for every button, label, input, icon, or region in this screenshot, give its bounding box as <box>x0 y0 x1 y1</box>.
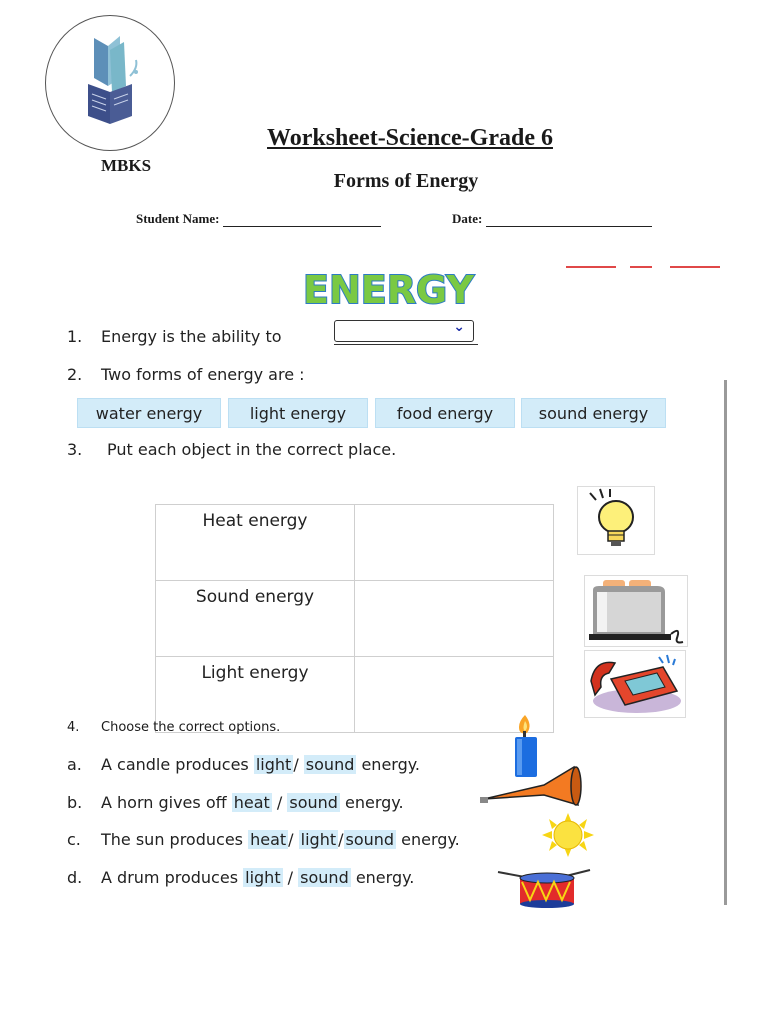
choice-separator: / <box>288 830 299 849</box>
item-suffix: energy. <box>345 793 404 812</box>
drum-icon <box>496 866 592 908</box>
row-label-heat: Heat energy <box>156 505 355 581</box>
table-row <box>156 581 554 657</box>
horn-icon <box>478 765 582 813</box>
dropdown-underline <box>334 344 478 345</box>
item-prefix: A candle produces <box>101 755 249 774</box>
option-row-b <box>67 793 404 812</box>
item-letter: a. <box>67 755 82 774</box>
choice-light[interactable]: light <box>245 868 281 887</box>
date-label: Date: <box>452 211 483 226</box>
question-2-text: Two forms of energy are : <box>101 365 305 384</box>
school-name: MBKS <box>100 156 152 175</box>
item-prefix: The sun produces <box>101 830 243 849</box>
choice-sound[interactable]: sound <box>305 755 355 774</box>
choice-separator: / <box>338 830 344 849</box>
item-suffix: energy. <box>401 830 460 849</box>
light-bulb-icon <box>578 487 654 554</box>
option-water-energy[interactable]: water energy <box>77 398 221 428</box>
question-3 <box>67 440 396 459</box>
item-prefix: A horn gives off <box>101 793 227 812</box>
choice-light[interactable]: light <box>300 830 337 849</box>
choice-sound[interactable]: sound <box>345 830 395 849</box>
option-food-energy[interactable]: food energy <box>375 398 515 428</box>
question-1-number: 1. <box>67 327 83 346</box>
question-3-number: 3. <box>67 440 83 459</box>
sun-icon <box>540 813 596 857</box>
item-suffix: energy. <box>355 868 415 887</box>
light-bulb-card[interactable] <box>577 486 655 555</box>
item-suffix: energy. <box>361 755 421 774</box>
question-1 <box>67 327 282 346</box>
energy-logo-text: ENERGY <box>303 268 474 312</box>
toaster-icon <box>585 576 687 646</box>
choice-separator: / <box>282 868 299 887</box>
question-4-number: 4. <box>67 720 80 735</box>
date-blank <box>486 212 652 227</box>
toaster-card[interactable] <box>584 575 688 647</box>
page-subtitle: Forms of Energy <box>333 170 479 192</box>
page-title: Worksheet-Science-Grade 6 <box>267 125 553 151</box>
item-letter: d. <box>67 868 83 887</box>
choice-separator: / <box>293 755 304 774</box>
option-row-a <box>67 755 420 774</box>
item-letter: c. <box>67 830 81 849</box>
choice-heat[interactable]: heat <box>250 830 287 849</box>
books-icon <box>46 16 174 150</box>
sorting-table <box>155 504 554 733</box>
item-prefix: A drum produces <box>101 868 239 887</box>
choice-sound[interactable]: sound <box>289 793 338 812</box>
option-row-d <box>67 868 414 887</box>
question-2 <box>67 365 305 384</box>
answer-dropdown[interactable] <box>334 320 474 342</box>
telephone-icon <box>585 651 685 717</box>
question-4-text: Choose the correct options. <box>101 720 281 735</box>
option-row-c <box>67 830 460 849</box>
student-name-label: Student Name: <box>136 211 220 226</box>
date-field <box>452 211 652 227</box>
telephone-card[interactable] <box>584 650 686 718</box>
row-label-sound: Sound energy <box>156 581 355 657</box>
school-logo <box>45 15 175 151</box>
choice-sound[interactable]: sound <box>300 868 349 887</box>
student-name-blank <box>223 212 381 227</box>
student-name-field <box>136 211 381 227</box>
drop-zone-sound[interactable] <box>355 581 554 657</box>
table-row <box>156 505 554 581</box>
option-sound-energy[interactable]: sound energy <box>521 398 666 428</box>
option-light-energy[interactable]: light energy <box>228 398 368 428</box>
vertical-divider <box>724 380 727 905</box>
choice-separator: / <box>271 793 288 812</box>
question-1-text: Energy is the ability to <box>101 327 282 346</box>
drop-zone-heat[interactable] <box>355 505 554 581</box>
question-3-text: Put each object in the correct place. <box>107 440 397 459</box>
decorative-marks <box>562 265 727 269</box>
choice-heat[interactable]: heat <box>233 793 270 812</box>
question-4 <box>67 720 280 735</box>
question-2-number: 2. <box>67 365 83 384</box>
chevron-down-icon: ⌄ <box>453 319 465 335</box>
item-letter: b. <box>67 793 83 812</box>
choice-light[interactable]: light <box>255 755 292 774</box>
energy-logo <box>300 265 485 313</box>
row-label-light: Light energy <box>156 657 355 733</box>
